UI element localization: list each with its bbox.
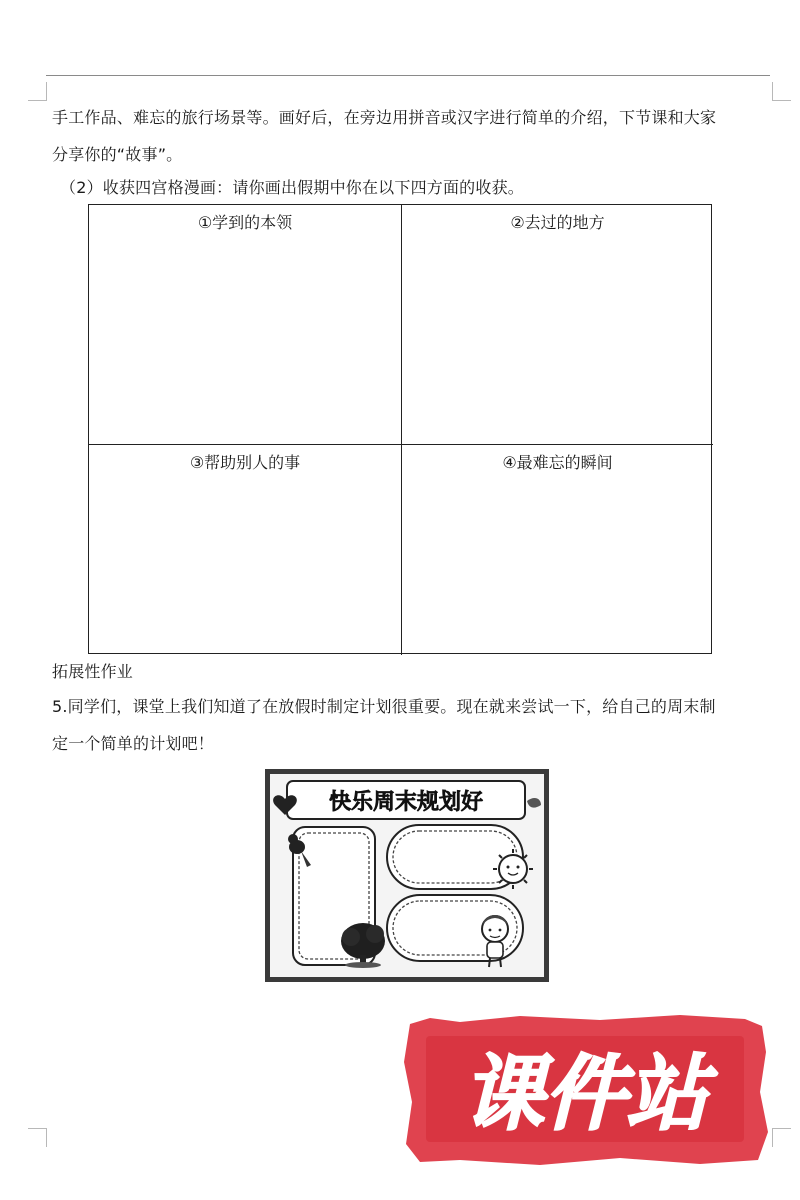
- question-5-line-1: 5.同学们，课堂上我们知道了在放假时制定计划很重要。现在就来尝试一下，给自己的周末制: [52, 697, 716, 716]
- question-5-line-2: 定一个简单的计划吧！: [52, 734, 215, 753]
- grid-cell-label: ③帮助别人的事: [189, 453, 301, 472]
- page-corner-mark: [28, 82, 47, 101]
- watermark-text: 课件站: [462, 1047, 708, 1142]
- grid-cell-places[interactable]: [401, 205, 713, 444]
- page-corner-mark: [772, 1128, 791, 1147]
- poster-title: 快乐周末规划好: [328, 790, 484, 815]
- grid-cell-label: ②去过的地方: [510, 213, 605, 232]
- question-2-prompt: （2）收获四宫格漫画：请你画出假期中你在以下四方面的收获。: [60, 178, 524, 197]
- weekend-plan-poster-image: [265, 769, 549, 982]
- page-corner-mark: [28, 1128, 47, 1147]
- grid-cell-label: ①学到的本领: [197, 213, 293, 232]
- grid-cell-skills[interactable]: [89, 205, 401, 444]
- grid-cell-label: ④最难忘的瞬间: [502, 453, 613, 472]
- paragraph-line-1: 手工作品、难忘的旅行场景等。画好后，在旁边用拼音或汉字进行简单的介绍，下节课和大家: [52, 108, 717, 127]
- watermark-stamp: [400, 1012, 770, 1167]
- page-corner-mark: [772, 82, 791, 101]
- grid-cell-memorable[interactable]: [401, 444, 713, 655]
- page-header-rule: [46, 75, 770, 76]
- sun-icon: [493, 849, 533, 889]
- paragraph-line-2: 分享你的“故事”。: [52, 145, 183, 164]
- section-title: 拓展性作业: [52, 662, 134, 681]
- four-panel-comic-grid: [88, 204, 712, 654]
- grid-cell-helping[interactable]: [89, 444, 401, 655]
